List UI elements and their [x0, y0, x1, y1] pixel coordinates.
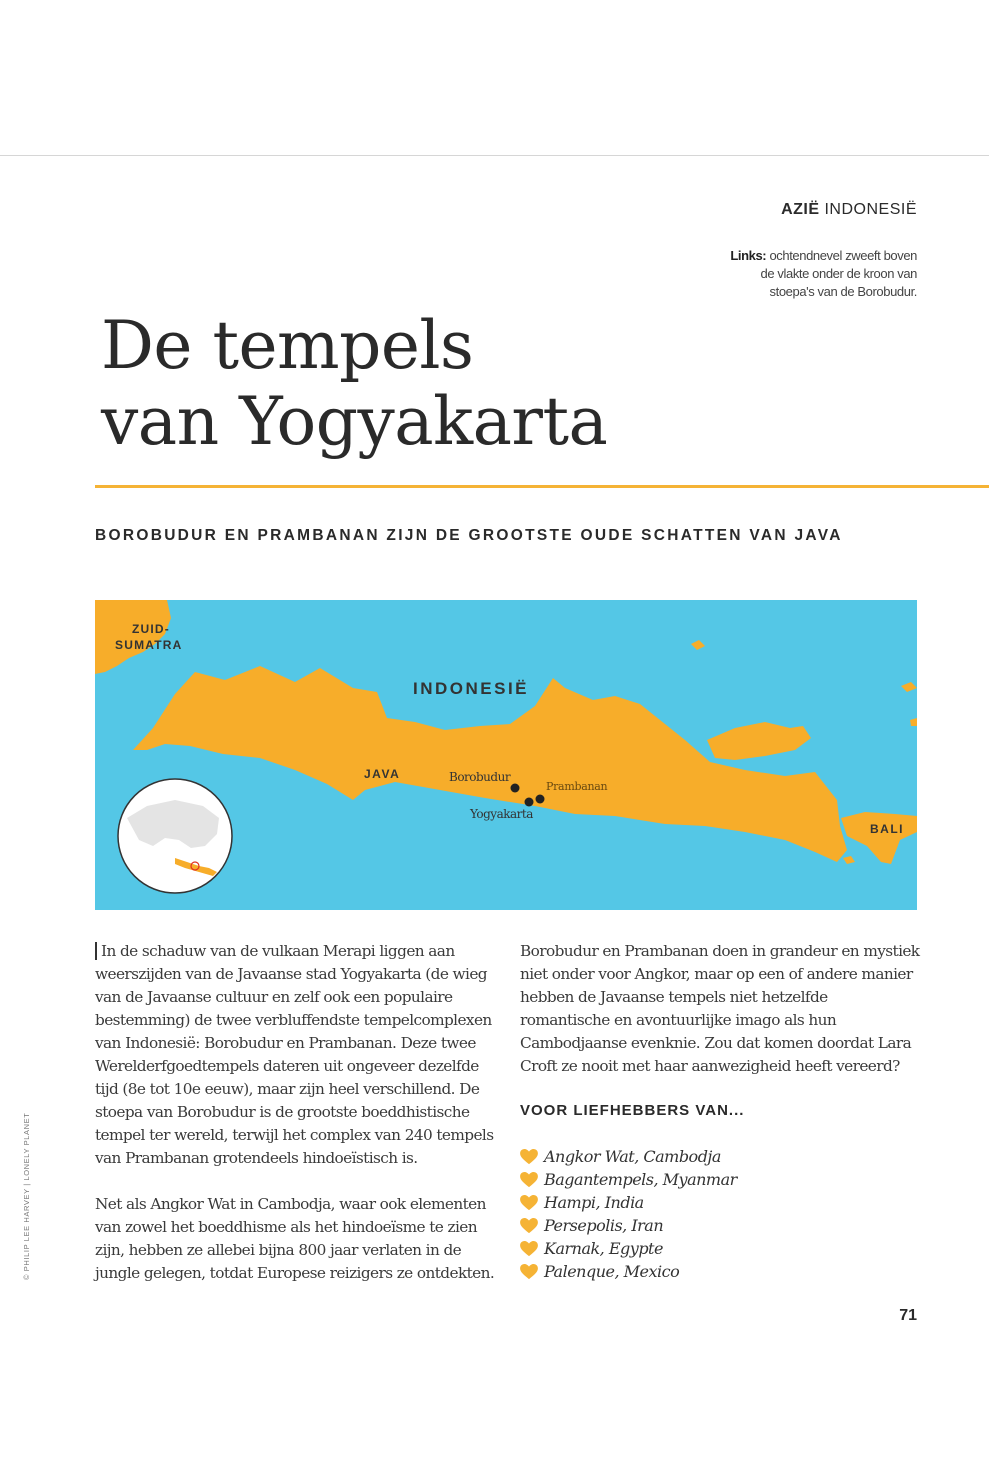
marker-yogyakarta [525, 798, 534, 807]
page-title [101, 308, 607, 460]
land-islet-1 [691, 640, 705, 650]
map-java [95, 600, 917, 910]
marker-prambanan [536, 795, 545, 804]
label-java: JAVA [364, 767, 401, 781]
label-bali: BALI [870, 822, 904, 836]
heart-icon [520, 1172, 538, 1188]
fans-item-label: Angkor Wat, Cambodja [544, 1147, 721, 1166]
fans-item-label: Bagantempels, Myanmar [544, 1170, 737, 1189]
fans-item [520, 1168, 737, 1191]
fans-list [520, 1145, 737, 1283]
label-yogyakarta: Yogyakarta [470, 807, 533, 821]
fans-item [520, 1237, 737, 1260]
land-islet-4 [843, 856, 855, 864]
land-sumatra [95, 600, 171, 674]
fans-item [520, 1214, 737, 1237]
photo-caption [717, 247, 917, 301]
body-column-2 [520, 940, 920, 1078]
heart-icon [520, 1195, 538, 1211]
label-borobudur: Borobudur [449, 770, 511, 784]
fans-item [520, 1191, 737, 1214]
title-line-1: De tempels [101, 307, 474, 384]
region-label [781, 201, 917, 219]
fans-item-label: Persepolis, Iran [544, 1216, 664, 1235]
fans-item-label: Karnak, Egypte [544, 1239, 663, 1258]
caption-lead: Links: [730, 248, 767, 263]
map-graphic [95, 600, 917, 910]
land-islet-3 [910, 718, 917, 726]
body-column-1 [95, 940, 505, 1285]
marker-borobudur [511, 784, 520, 793]
fans-item [520, 1145, 737, 1168]
fans-item [520, 1260, 737, 1283]
label-sumatra-2: SUMATRA [115, 638, 183, 652]
label-sumatra-1: ZUID- [132, 622, 170, 636]
fans-heading: VOOR LIEFHEBBERS VAN... [520, 1102, 745, 1119]
fans-item-label: Palenque, Mexico [544, 1262, 680, 1281]
paragraph-1 [95, 940, 505, 1170]
drop-cap: I [95, 942, 106, 960]
paragraph-3: Borobudur en Prambanan doen in grandeur en mystiek niet onder voor Angkor, maar op een of andere manier hebben de Javaanse tempels niet hetzelfde romantische en avontuurlijke imago als hun Cambodjaanse evenknie. Zou dat komen doordat Lara Croft ze nooit met haar aanwezigheid heeft vereerd? [520, 942, 920, 1075]
label-prambanan: Prambanan [546, 780, 608, 793]
land-bali [841, 812, 917, 864]
top-divider [0, 155, 989, 156]
title-underline [95, 485, 989, 488]
heart-icon [520, 1218, 538, 1234]
land-islet-2 [901, 682, 917, 692]
photo-credit: © PHILIP LEE HARVEY | LONELY PLANET [22, 1112, 31, 1280]
land-madura [707, 722, 811, 760]
heart-icon [520, 1241, 538, 1257]
fans-item-label: Hampi, India [544, 1193, 644, 1212]
page-number: 71 [899, 1307, 917, 1324]
label-country: INDONESIË [413, 679, 530, 698]
title-line-2: van Yogyakarta [101, 383, 608, 460]
paragraph-2: Net als Angkor Wat in Cambodja, waar ook elementen van zowel het boeddhisme als het hindoeïsme te zien zijn, hebben ze allebei bijna 800 jaar verlaten in de jungle gelegen, totdat Europese reizigers ze ontdekten. [95, 1195, 495, 1282]
region-country: INDONESIË [824, 201, 917, 218]
heart-icon [520, 1264, 538, 1280]
region-continent: AZIË [781, 201, 820, 218]
subtitle: BOROBUDUR EN PRAMBANAN ZIJN DE GROOTSTE OUDE SCHATTEN VAN JAVA [95, 527, 843, 544]
paragraph-1-text: n de schaduw van de vulkaan Merapi liggen aan weerszijden van de Javaanse stad Yogyakarta (de wieg van de Javaanse cultuur en zelf ook een populaire bestemming) de twee verbluffendste tempelcomplexen van Indonesië: Borobudur en Prambanan. Deze twee Werelderfgoedtempels dateren uit ongeveer dezelfde tijd (8e tot 10e eeuw), maar zijn heel verschillend. De stoepa van Borobudur is de grootste boeddhistische tempel ter wereld, terwijl het complex van 240 tempels van Prambanan grotendeels hindoeïstisch is. [95, 942, 494, 1167]
heart-icon [520, 1149, 538, 1165]
caption-text: ochtendnevel zweeft boven de vlakte onder de kroon van stoepa's van de Borobudur. [760, 248, 917, 299]
